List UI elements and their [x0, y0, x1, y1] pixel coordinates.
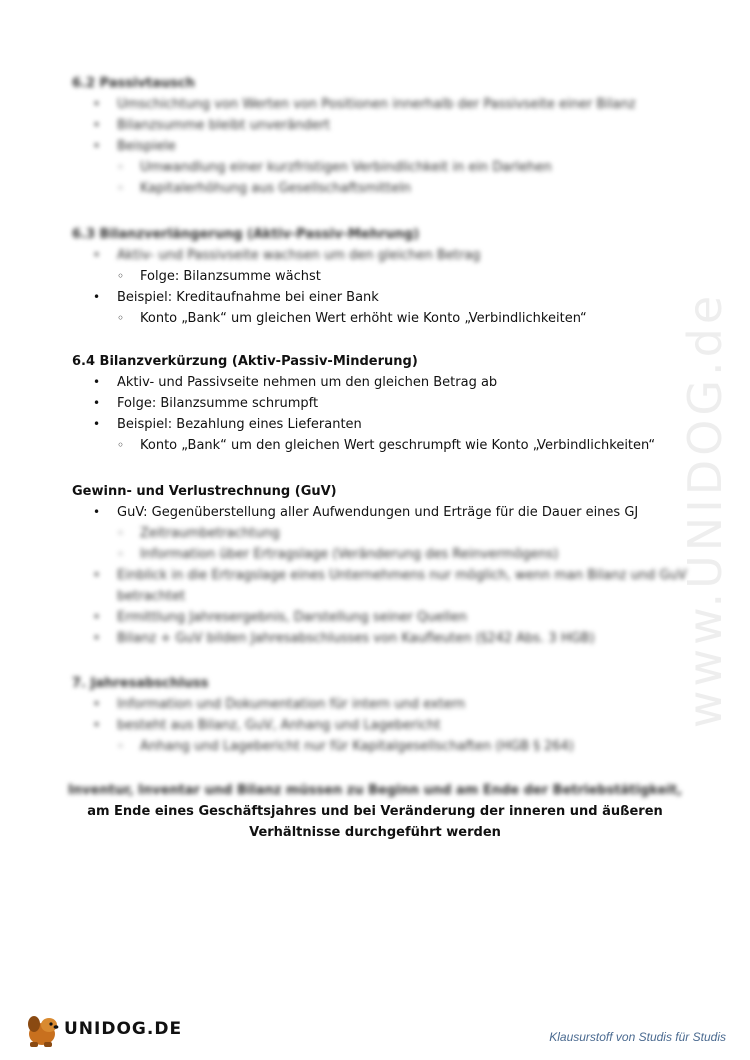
sub-list-item: ◦ Konto „Bank“ um den gleichen Wert geschrumpft wie Konto „Verbindlichkeiten“: [72, 435, 692, 456]
sub-list-item: ◦ Information über Ertragslage (Veränderung des Reinvermögens): [72, 544, 692, 565]
bullet-list: [72, 372, 692, 456]
closing-line: am Ende eines Geschäftsjahres und bei Veränderung der inneren und äußeren: [87, 804, 663, 819]
closing-line: Inventur, Inventar und Bilanz müssen zu Beginn und am Ende der Betriebstätigkeit,: [67, 783, 683, 798]
sub-list-item: ◦ Umwandlung einer kurzfristigen Verbindlichkeit in ein Darlehen: [72, 157, 692, 178]
list-item: • Information und Dokumentation für intern und extern: [72, 694, 692, 715]
list-item: • Beispiele: [72, 136, 692, 157]
closing-statement: [60, 780, 690, 843]
unidog-logo: [22, 1012, 182, 1050]
list-item: • Einblick in die Ertragslage eines Unternehmens nur möglich, wenn man Bilanz und GuV betrachtet: [72, 565, 692, 607]
bullet-list: [72, 94, 692, 199]
sub-list-item: ◦ Kapitalerhöhung aus Gesellschaftsmitteln: [72, 178, 692, 199]
sub-list-item: ◦ Anhang und Lagebericht nur für Kapitalgesellschaften (HGB § 264): [72, 736, 692, 757]
list-item: • Beispiel: Kreditaufnahme bei einer Bank: [72, 287, 692, 308]
list-item: • Folge: Bilanzsumme schrumpft: [72, 393, 692, 414]
section-6-4: [72, 351, 692, 456]
sub-list-item: ◦ Zeitraumbetrachtung: [72, 523, 692, 544]
footer-tagline: Klausurstoff von Studis für Studis: [549, 1030, 726, 1044]
section-guv: [72, 481, 692, 649]
section-heading: 6.4 Bilanzverkürzung (Aktiv-Passiv-Minderung): [72, 354, 418, 369]
section-6-2: [72, 73, 692, 199]
section-heading: 6.2 Passivtausch: [72, 76, 195, 91]
list-item: • Ermittlung Jahresergebnis, Darstellung seiner Quellen: [72, 607, 692, 628]
list-item: • Beispiel: Bezahlung eines Lieferanten: [72, 414, 692, 435]
list-item: • Bilanz + GuV bilden Jahresabschlusses von Kaufleuten (§242 Abs. 3 HGB): [72, 628, 692, 649]
sub-list-item: ◦ Folge: Bilanzsumme wächst: [72, 266, 692, 287]
section-6-3: [72, 224, 692, 329]
bullet-list: [72, 245, 692, 329]
watermark-text: www.UNIDOG.de: [678, 291, 732, 729]
list-item: • Umschichtung von Werten von Positionen innerhalb der Passivseite einer Bilanz: [72, 94, 692, 115]
bullet-list: [72, 502, 692, 649]
list-item: • besteht aus Bilanz, GuV, Anhang und Lagebericht: [72, 715, 692, 736]
sub-list-item: ◦ Konto „Bank“ um gleichen Wert erhöht wie Konto „Verbindlichkeiten“: [72, 308, 692, 329]
section-heading: 6.3 Bilanzverlängerung (Aktiv-Passiv-Mehrung): [72, 227, 420, 242]
list-item: • Bilanzsumme bleibt unverändert: [72, 115, 692, 136]
list-item: • Aktiv- und Passivseite wachsen um den gleichen Betrag: [72, 245, 692, 266]
section-heading: Gewinn- und Verlustrechnung (GuV): [72, 484, 337, 499]
list-item: • Aktiv- und Passivseite nehmen um den gleichen Betrag ab: [72, 372, 692, 393]
section-heading: 7. Jahresabschluss: [72, 676, 209, 691]
section-7: [72, 673, 692, 757]
bullet-list: [72, 694, 692, 757]
logo-text: UNIDOG.DE: [64, 1019, 183, 1039]
list-item: • GuV: Gegenüberstellung aller Aufwendungen und Erträge für die Dauer eines GJ: [72, 502, 692, 523]
closing-line: Verhältnisse durchgeführt werden: [249, 825, 501, 840]
dog-mascot-icon: [22, 1012, 62, 1048]
